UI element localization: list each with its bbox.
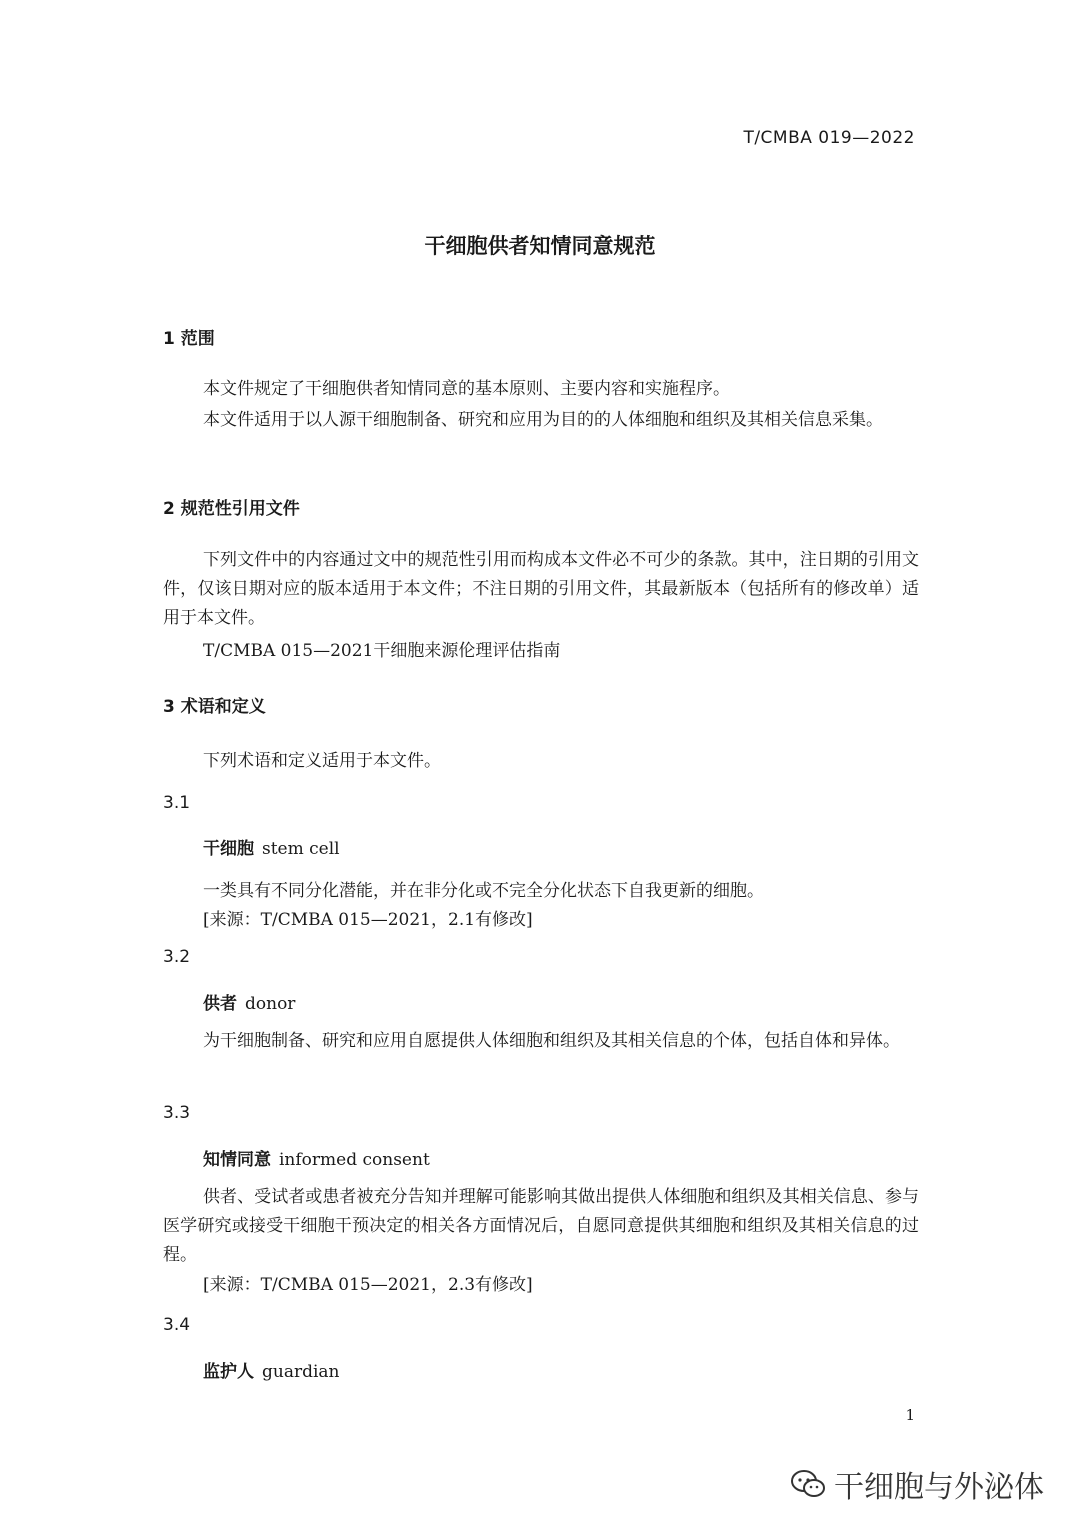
reference-item: T/CMBA 015—2021干细胞来源伦理评估指南 [203, 641, 561, 661]
term-definition: 一类具有不同分化潜能，并在非分化或不完全分化状态下自我更新的细胞。 [203, 881, 764, 901]
term-stem-cell [203, 834, 340, 859]
term-donor [203, 989, 295, 1014]
term-en: donor [245, 994, 296, 1014]
section-heading-terms: 3 术语和定义 [163, 697, 266, 717]
clause-number-3-2: 3.2 [163, 947, 191, 967]
term-zh: 供者 [203, 994, 237, 1014]
document-title: 干细胞供者知情同意规范 [424, 234, 656, 258]
page-number: 1 [905, 1406, 915, 1424]
term-en: stem cell [262, 839, 340, 859]
term-en: informed consent [279, 1150, 430, 1170]
term-definition: 供者、受试者或患者被充分告知并理解可能影响其做出提供人体细胞和组织及其相关信息、参与医学研究或接受干细胞干预决定的相关各方面情况后，自愿同意提供其细胞和组织及其相关信息的过程。 [163, 1187, 919, 1265]
term-en: guardian [262, 1362, 340, 1382]
terms-intro: 下列术语和定义适用于本文件。 [203, 751, 441, 771]
standard-code: T/CMBA 019—2022 [743, 128, 915, 148]
section-heading-scope: 1 范围 [163, 329, 215, 349]
scope-paragraph-2: 本文件适用于以人源干细胞制备、研究和应用为目的的人体细胞和组织及其相关信息采集。 [203, 410, 883, 430]
scope-paragraph-1: 本文件规定了干细胞供者知情同意的基本原则、主要内容和实施程序。 [203, 379, 730, 399]
clause-number-3-1: 3.1 [163, 793, 191, 813]
term-zh: 干细胞 [203, 839, 254, 859]
normative-references-paragraph: 下列文件中的内容通过文中的规范性引用而构成本文件必不可少的条款。其中，注日期的引用文件，仅该日期对应的版本适用于本文件；不注日期的引用文件，其最新版本（包括所有的修改单）适用于本文件。 [163, 550, 919, 628]
section-heading-normative-references: 2 规范性引用文件 [163, 499, 300, 519]
term-zh: 监护人 [203, 1362, 254, 1382]
term-informed-consent [203, 1145, 430, 1170]
clause-number-3-3: 3.3 [163, 1103, 191, 1123]
watermark-text: 干细胞与外泌体 [834, 1470, 1044, 1505]
term-definition: 为干细胞制备、研究和应用自愿提供人体细胞和组织及其相关信息的个体，包括自体和异体。 [203, 1031, 900, 1051]
wechat-icon [790, 1469, 826, 1499]
clause-number-3-4: 3.4 [163, 1315, 191, 1335]
term-source: [来源：T/CMBA 015—2021，2.3有修改] [203, 1275, 533, 1295]
term-zh: 知情同意 [203, 1150, 271, 1170]
term-guardian [203, 1357, 340, 1382]
watermark [790, 1462, 1044, 1506]
term-source: [来源：T/CMBA 015—2021，2.1有修改] [203, 910, 533, 930]
